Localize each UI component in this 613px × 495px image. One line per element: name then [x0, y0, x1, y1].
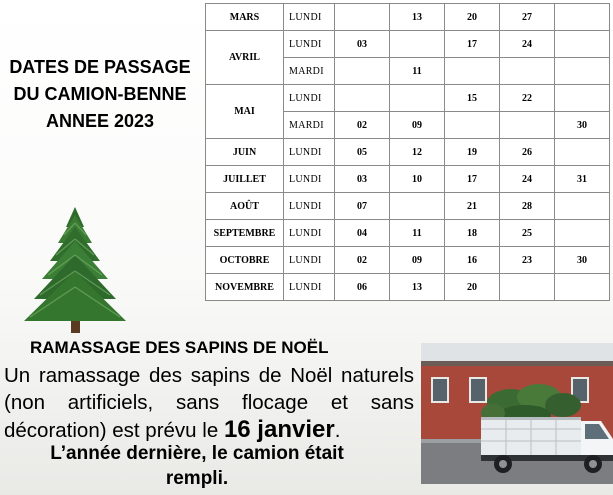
weekday-cell: LUNDI [284, 85, 335, 112]
date-cell: 02 [335, 112, 390, 139]
date-cell: 15 [445, 85, 500, 112]
date-cell [445, 58, 500, 85]
month-cell: AVRIL [206, 31, 284, 85]
weekday-cell: LUNDI [284, 247, 335, 274]
month-cell: NOVEMBRE [206, 274, 284, 301]
date-cell: 18 [445, 220, 500, 247]
date-cell: 17 [445, 166, 500, 193]
weekday-cell: MARDI [284, 112, 335, 139]
date-cell: 23 [500, 247, 555, 274]
date-cell [555, 220, 610, 247]
date-cell: 13 [390, 274, 445, 301]
date-cell: 24 [500, 166, 555, 193]
date-cell: 03 [335, 31, 390, 58]
schedule-row [206, 166, 610, 193]
date-cell: 20 [445, 4, 500, 31]
weekday-cell: LUNDI [284, 31, 335, 58]
date-cell: 25 [500, 220, 555, 247]
date-cell [445, 112, 500, 139]
schedule-row [206, 4, 610, 31]
month-cell: MARS [206, 4, 284, 31]
date-cell: 31 [555, 166, 610, 193]
date-cell [390, 85, 445, 112]
date-cell: 17 [445, 31, 500, 58]
weekday-cell: MARDI [284, 58, 335, 85]
schedule-row [206, 274, 610, 301]
date-cell: 09 [390, 247, 445, 274]
date-cell: 06 [335, 274, 390, 301]
date-cell [335, 58, 390, 85]
date-cell: 07 [335, 193, 390, 220]
sapins-text-before: Un ramassage des sapins de Noël naturels (non artificiels, sans flocage et sans décoration) est prévu le [4, 364, 414, 442]
date-cell [555, 193, 610, 220]
date-cell: 30 [555, 112, 610, 139]
sapins-date: 16 janvier [223, 416, 335, 443]
heading-line-2: DU CAMION-BENNE [13, 84, 187, 104]
month-cell: JUIN [206, 139, 284, 166]
date-cell [390, 31, 445, 58]
heading-line-3: ANNEE 2023 [45, 111, 155, 131]
date-cell: 05 [335, 139, 390, 166]
date-cell [390, 193, 445, 220]
month-cell: SEPTEMBRE [206, 220, 284, 247]
date-cell [555, 58, 610, 85]
sapins-text-after: . [334, 419, 341, 442]
date-cell [500, 274, 555, 301]
heading-line-1: DATES DE PASSAGE [9, 57, 191, 77]
date-cell: 27 [500, 4, 555, 31]
date-cell [555, 85, 610, 112]
date-cell: 10 [390, 166, 445, 193]
schedule-row [206, 247, 610, 274]
schedule-row [206, 220, 610, 247]
collection-schedule-table [205, 3, 610, 301]
date-cell: 21 [445, 193, 500, 220]
truck-photo [421, 343, 613, 484]
date-cell: 12 [390, 139, 445, 166]
weekday-cell: LUNDI [284, 193, 335, 220]
weekday-cell: LUNDI [284, 274, 335, 301]
sapins-description [4, 362, 414, 444]
date-cell: 13 [390, 4, 445, 31]
date-cell: 11 [390, 58, 445, 85]
last-year-note: L’année dernière, le camion était rempli. [50, 443, 344, 489]
date-cell: 19 [445, 139, 500, 166]
weekday-cell: LUNDI [284, 166, 335, 193]
date-cell [555, 139, 610, 166]
date-cell: 24 [500, 31, 555, 58]
date-cell: 30 [555, 247, 610, 274]
date-cell: 20 [445, 274, 500, 301]
month-cell: OCTOBRE [206, 247, 284, 274]
month-cell: AOÛT [206, 193, 284, 220]
schedule-row [206, 193, 610, 220]
date-cell: 28 [500, 193, 555, 220]
date-cell: 26 [500, 139, 555, 166]
schedule-row [206, 31, 610, 58]
date-cell [555, 274, 610, 301]
christmas-tree-icon [18, 205, 133, 335]
schedule-heading [4, 54, 196, 135]
date-cell: 04 [335, 220, 390, 247]
date-cell [335, 4, 390, 31]
month-cell: JUILLET [206, 166, 284, 193]
date-cell [555, 31, 610, 58]
weekday-cell: LUNDI [284, 139, 335, 166]
schedule-row [206, 139, 610, 166]
weekday-cell: LUNDI [284, 220, 335, 247]
date-cell [500, 112, 555, 139]
weekday-cell: LUNDI [284, 4, 335, 31]
schedule-row [206, 85, 610, 112]
month-cell: MAI [206, 85, 284, 139]
date-cell: 02 [335, 247, 390, 274]
date-cell: 22 [500, 85, 555, 112]
date-cell: 03 [335, 166, 390, 193]
date-cell: 16 [445, 247, 500, 274]
date-cell: 09 [390, 112, 445, 139]
date-cell [500, 58, 555, 85]
date-cell [555, 4, 610, 31]
date-cell [335, 85, 390, 112]
date-cell: 11 [390, 220, 445, 247]
sapins-title: RAMASSAGE DES SAPINS DE NOËL [30, 338, 329, 357]
